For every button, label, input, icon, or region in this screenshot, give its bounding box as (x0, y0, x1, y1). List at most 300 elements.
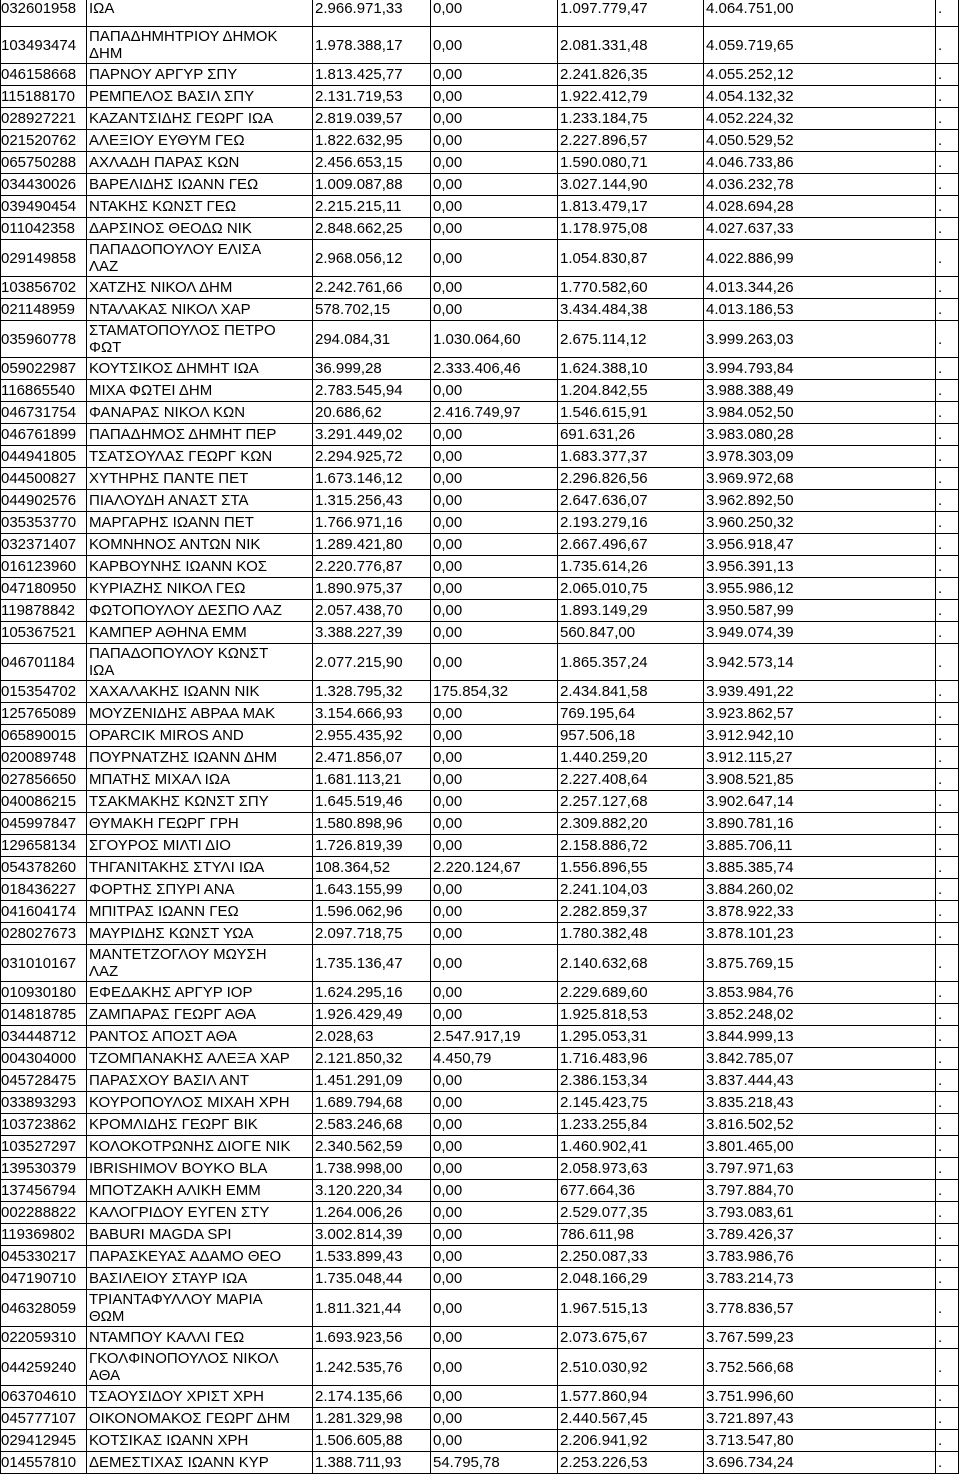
total-cell: 3.789.426,37 (704, 1224, 936, 1246)
table-row (1, 1452, 959, 1474)
total-cell: 3.783.986,76 (704, 1246, 936, 1268)
table-row (1, 130, 959, 152)
value3-cell: 1.925.818,53 (558, 1004, 704, 1026)
value1-cell: 3.120.220,34 (313, 1180, 431, 1202)
afm-cell: 041604174 (1, 901, 87, 923)
total-cell: 3.950.587,99 (704, 600, 936, 622)
afm-cell: 045728475 (1, 1070, 87, 1092)
value1-cell: 2.131.719,53 (313, 86, 431, 108)
name-cell: ΤΣΑΤΣΟΥΛΑΣ ΓΕΩΡΓ ΚΩΝ (87, 446, 313, 468)
name-cell: ΤΣΑΟΥΣΙΔΟΥ ΧΡΙΣΤ ΧΡΗ (87, 1386, 313, 1408)
name-cell: ΡΑΝΤΟΣ ΑΠΟΣΤ ΑΘΑ (87, 1026, 313, 1048)
value3-cell: 2.667.496,67 (558, 534, 704, 556)
value2-cell: 0,00 (431, 1070, 558, 1092)
afm-cell: 054378260 (1, 857, 87, 879)
value2-cell: 0,00 (431, 64, 558, 86)
value1-cell: 2.471.856,07 (313, 747, 431, 769)
dot-cell: . (936, 982, 959, 1004)
value3-cell: 2.386.153,34 (558, 1070, 704, 1092)
value1-cell: 1.673.146,12 (313, 468, 431, 490)
value2-cell: 0,00 (431, 622, 558, 644)
dot-cell: . (936, 299, 959, 321)
name-cell: ΠΑΡΑΣΚΕΥΑΣ ΑΔΑΜΟ ΘΕΟ (87, 1246, 313, 1268)
value2-cell: 0,00 (431, 556, 558, 578)
table-row (1, 380, 959, 402)
name-cell: ΤΖΟΜΠΑΝΑΚΗΣ ΑΛΕΞΑ ΧΑΡ (87, 1048, 313, 1070)
total-cell: 4.027.637,33 (704, 218, 936, 240)
table-row (1, 879, 959, 901)
total-cell: 3.902.647,14 (704, 791, 936, 813)
name-cell: ΚΟΤΣΙΚΑΣ ΙΩΑΝΝ ΧΡΗ (87, 1430, 313, 1452)
afm-cell: 103493474 (1, 27, 87, 64)
value3-cell: 769.195,64 (558, 703, 704, 725)
table-row (1, 1386, 959, 1408)
value1-cell: 2.028,63 (313, 1026, 431, 1048)
value2-cell: 0,00 (431, 108, 558, 130)
value2-cell: 0,00 (431, 512, 558, 534)
dot-cell: . (936, 923, 959, 945)
value2-cell: 0,00 (431, 703, 558, 725)
dot-cell: . (936, 681, 959, 703)
value1-cell: 2.121.850,32 (313, 1048, 431, 1070)
value1-cell: 1.451.291,09 (313, 1070, 431, 1092)
value2-cell: 2.220.124,67 (431, 857, 558, 879)
value1-cell: 1.289.421,80 (313, 534, 431, 556)
afm-cell: 014818785 (1, 1004, 87, 1026)
afm-cell: 031010167 (1, 945, 87, 982)
afm-cell: 129658134 (1, 835, 87, 857)
name-cell: ΜΠΟΤΖΑΚΗ ΑΛΙΚΗ ΕΜΜ (87, 1180, 313, 1202)
name-cell: ΠΑΡΝΟΥ ΑΡΓΥΡ ΣΠΥ (87, 64, 313, 86)
value3-cell: 2.434.841,58 (558, 681, 704, 703)
table-row (1, 835, 959, 857)
value1-cell: 2.968.056,12 (313, 240, 431, 277)
value3-cell: 2.073.675,67 (558, 1327, 704, 1349)
value2-cell: 0,00 (431, 152, 558, 174)
total-cell: 3.912.115,27 (704, 747, 936, 769)
name-cell: ΜΟΥΖΕΝΙΔΗΣ ΑΒΡΑΑ ΜΑΚ (87, 703, 313, 725)
name-cell: ΚΟΜΝΗΝΟΣ ΑΝΤΩΝ ΝΙΚ (87, 534, 313, 556)
afm-cell: 119878842 (1, 600, 87, 622)
total-cell: 3.939.491,22 (704, 681, 936, 703)
name-cell: ΚΟΥΤΣΙΚΟΣ ΔΗΜΗΤ ΙΩΑ (87, 358, 313, 380)
name-line: ΤΡΙΑΝΤΑΦΥΛΛΟΥ ΜΑΡΙΑ (89, 1291, 263, 1308)
value2-cell: 0,00 (431, 174, 558, 196)
value1-cell: 294.084,31 (313, 321, 431, 358)
name-line: ΑΘΑ (89, 1367, 121, 1384)
dot-cell: . (936, 446, 959, 468)
afm-cell: 044500827 (1, 468, 87, 490)
name-cell: ΧΑΧΑΛΑΚΗΣ ΙΩΑΝΝ ΝΙΚ (87, 681, 313, 703)
afm-cell: 040086215 (1, 791, 87, 813)
value3-cell: 2.529.077,35 (558, 1202, 704, 1224)
table-row (1, 1290, 959, 1327)
afm-cell: 046761899 (1, 424, 87, 446)
name-line: ΙΩΑ (89, 662, 115, 679)
total-cell: 4.013.344,26 (704, 277, 936, 299)
table-row (1, 901, 959, 923)
dot-cell: . (936, 1070, 959, 1092)
table-row (1, 1092, 959, 1114)
name-line: ΣΤΑΜΑΤΟΠΟΥΛΟΣ ΠΕΤΡΟ (89, 322, 276, 339)
total-cell: 3.837.444,43 (704, 1070, 936, 1092)
value1-cell: 2.583.246,68 (313, 1114, 431, 1136)
dot-cell: . (936, 703, 959, 725)
dot-cell: . (936, 380, 959, 402)
value2-cell: 0,00 (431, 86, 558, 108)
value1-cell: 2.242.761,66 (313, 277, 431, 299)
total-cell: 3.978.303,09 (704, 446, 936, 468)
afm-cell: 103723862 (1, 1114, 87, 1136)
total-cell: 3.960.250,32 (704, 512, 936, 534)
value1-cell: 1.328.795,32 (313, 681, 431, 703)
name-cell: ΔΕΜΕΣΤΙΧΑΣ ΙΩΑΝΝ ΚΥΡ (87, 1452, 313, 1474)
name-cell: ΤΗΓΑΝΙΤΑΚΗΣ ΣΤΥΛΙ ΙΩΑ (87, 857, 313, 879)
value3-cell: 1.893.149,29 (558, 600, 704, 622)
table-row (1, 468, 959, 490)
value2-cell: 0,00 (431, 1349, 558, 1386)
total-cell: 3.721.897,43 (704, 1408, 936, 1430)
name-line: ΠΑΠΑΔΟΠΟΥΛΟΥ ΕΛΙΣΑ (89, 241, 262, 258)
value3-cell: 2.296.826,56 (558, 468, 704, 490)
value3-cell: 2.675.114,12 (558, 321, 704, 358)
value2-cell: 0,00 (431, 1268, 558, 1290)
value2-cell: 0,00 (431, 644, 558, 681)
value2-cell: 2.416.749,97 (431, 402, 558, 424)
total-cell: 3.875.769,15 (704, 945, 936, 982)
afm-cell: 059022987 (1, 358, 87, 380)
value2-cell: 0,00 (431, 1224, 558, 1246)
name-cell (87, 0, 313, 27)
value1-cell: 2.294.925,72 (313, 446, 431, 468)
table-row (1, 534, 959, 556)
table-body (1, 0, 959, 1474)
total-cell: 4.028.694,28 (704, 196, 936, 218)
name-cell: ΦΩΤΟΠΟΥΛΟΥ ΔΕΣΠΟ ΛΑΖ (87, 600, 313, 622)
value3-cell: 1.813.479,17 (558, 196, 704, 218)
afm-cell: 046328059 (1, 1290, 87, 1327)
value1-cell: 1.693.923,56 (313, 1327, 431, 1349)
value3-cell: 2.241.826,35 (558, 64, 704, 86)
value2-cell: 2.333.406,46 (431, 358, 558, 380)
total-cell: 3.852.248,02 (704, 1004, 936, 1026)
total-cell: 3.752.566,68 (704, 1349, 936, 1386)
value1-cell: 1.978.388,17 (313, 27, 431, 64)
dot-cell: . (936, 196, 959, 218)
value3-cell: 957.506,18 (558, 725, 704, 747)
afm-cell: 033893293 (1, 1092, 87, 1114)
name-cell (87, 240, 313, 277)
value1-cell: 1.738.998,00 (313, 1158, 431, 1180)
afm-cell: 103527297 (1, 1136, 87, 1158)
afm-cell: 115188170 (1, 86, 87, 108)
value3-cell: 2.253.226,53 (558, 1452, 704, 1474)
total-cell: 3.842.785,07 (704, 1048, 936, 1070)
value3-cell: 1.097.779,47 (558, 0, 704, 27)
value3-cell: 2.193.279,16 (558, 512, 704, 534)
total-cell: 3.797.884,70 (704, 1180, 936, 1202)
table-row (1, 578, 959, 600)
value1-cell: 36.999,28 (313, 358, 431, 380)
value3-cell: 2.510.030,92 (558, 1349, 704, 1386)
value3-cell: 1.735.614,26 (558, 556, 704, 578)
name-cell: ΜΠΑΤΗΣ ΜΙΧΑΛ ΙΩΑ (87, 769, 313, 791)
dot-cell: . (936, 321, 959, 358)
name-line: ΠΑΠΑΔΟΠΟΥΛΟΥ ΚΩΝΣΤ (89, 645, 269, 662)
dot-cell: . (936, 901, 959, 923)
name-cell: OPARCIK MIROS AND (87, 725, 313, 747)
value1-cell: 1.388.711,93 (313, 1452, 431, 1474)
name-cell: ΚΟΛΟΚΟΤΡΩΝΗΣ ΔΙΟΓΕ ΝΙΚ (87, 1136, 313, 1158)
value3-cell: 2.048.166,29 (558, 1268, 704, 1290)
value2-cell: 0,00 (431, 791, 558, 813)
value2-cell: 0,00 (431, 769, 558, 791)
value2-cell: 0,00 (431, 380, 558, 402)
dot-cell: . (936, 578, 959, 600)
value3-cell: 2.229.689,60 (558, 982, 704, 1004)
total-cell: 4.036.232,78 (704, 174, 936, 196)
value3-cell: 1.178.975,08 (558, 218, 704, 240)
dot-cell: . (936, 1268, 959, 1290)
total-cell: 3.767.599,23 (704, 1327, 936, 1349)
table-row (1, 1114, 959, 1136)
value1-cell: 3.154.666,93 (313, 703, 431, 725)
value3-cell: 1.577.860,94 (558, 1386, 704, 1408)
name-cell: ΠΟΥΡΝΑΤΖΗΣ ΙΩΑΝΝ ΔΗΜ (87, 747, 313, 769)
value1-cell: 1.681.113,21 (313, 769, 431, 791)
afm-cell: 044941805 (1, 446, 87, 468)
total-cell: 3.956.391,13 (704, 556, 936, 578)
table-row (1, 681, 959, 703)
afm-cell: 028927221 (1, 108, 87, 130)
value2-cell: 0,00 (431, 1202, 558, 1224)
dot-cell: . (936, 1327, 959, 1349)
table-row (1, 402, 959, 424)
name-line: ΠΑΠΑΔΗΜΗΤΡΙΟΥ ΔΗΜΟΚ (89, 28, 278, 45)
dot-cell: . (936, 1408, 959, 1430)
table-row (1, 622, 959, 644)
value3-cell: 2.309.882,20 (558, 813, 704, 835)
total-cell: 3.835.218,43 (704, 1092, 936, 1114)
table-row (1, 1327, 959, 1349)
dot-cell: . (936, 813, 959, 835)
afm-cell: 002288822 (1, 1202, 87, 1224)
table-row (1, 791, 959, 813)
dot-cell: . (936, 86, 959, 108)
value1-cell: 3.002.814,39 (313, 1224, 431, 1246)
total-cell: 3.853.984,76 (704, 982, 936, 1004)
value1-cell: 2.456.653,15 (313, 152, 431, 174)
value3-cell: 786.611,98 (558, 1224, 704, 1246)
value3-cell: 2.058.973,63 (558, 1158, 704, 1180)
value2-cell: 0,00 (431, 982, 558, 1004)
value2-cell: 0,00 (431, 218, 558, 240)
value3-cell: 2.065.010,75 (558, 578, 704, 600)
name-cell: ΝΤΑΜΠΟΥ ΚΑΛΛΙ ΓΕΩ (87, 1327, 313, 1349)
value1-cell: 2.955.435,92 (313, 725, 431, 747)
afm-cell: 028027673 (1, 923, 87, 945)
table-row (1, 152, 959, 174)
dot-cell: . (936, 725, 959, 747)
value3-cell: 1.865.357,24 (558, 644, 704, 681)
name-cell: ΑΧΛΑΔΗ ΠΑΡΑΣ ΚΩΝ (87, 152, 313, 174)
name-cell: ΕΦΕΔΑΚΗΣ ΑΡΓΥΡ ΙΟΡ (87, 982, 313, 1004)
total-cell: 4.054.132,32 (704, 86, 936, 108)
value2-cell: 0,00 (431, 0, 558, 27)
dot-cell: . (936, 468, 959, 490)
dot-cell: . (936, 1048, 959, 1070)
afm-cell: 119369802 (1, 1224, 87, 1246)
dot-cell: . (936, 747, 959, 769)
afm-cell: 047180950 (1, 578, 87, 600)
afm-cell: 032601958 (1, 0, 87, 27)
table-row (1, 857, 959, 879)
dot-cell: . (936, 1430, 959, 1452)
dot-cell: . (936, 1224, 959, 1246)
name-cell: ΜΑΡΓΑΡΗΣ ΙΩΑΝΝ ΠΕΤ (87, 512, 313, 534)
name-line: ΔΗΜ (89, 45, 123, 62)
afm-cell: 020089748 (1, 747, 87, 769)
afm-cell: 046701184 (1, 644, 87, 681)
value3-cell: 1.780.382,48 (558, 923, 704, 945)
value1-cell: 1.506.605,88 (313, 1430, 431, 1452)
name-cell: ΒΑΡΕΛΙΔΗΣ ΙΩΑΝΝ ΓΕΩ (87, 174, 313, 196)
name-line: ΙΩΑ (89, 0, 115, 17)
dot-cell: . (936, 1158, 959, 1180)
value3-cell: 2.440.567,45 (558, 1408, 704, 1430)
name-cell: ΜΑΥΡΙΔΗΣ ΚΩΝΣΤ ΥΩΑ (87, 923, 313, 945)
name-cell: ΜΠΙΤΡΑΣ ΙΩΑΝΝ ΓΕΩ (87, 901, 313, 923)
name-line: ΦΩΤ (89, 339, 122, 356)
dot-cell: . (936, 1452, 959, 1474)
afm-cell: 045330217 (1, 1246, 87, 1268)
name-cell: ΚΟΥΡΟΠΟΥΛΟΣ ΜΙΧΑΗ ΧΡΗ (87, 1092, 313, 1114)
value2-cell: 0,00 (431, 1327, 558, 1349)
value2-cell: 0,00 (431, 1290, 558, 1327)
dot-cell: . (936, 1386, 959, 1408)
dot-cell: . (936, 556, 959, 578)
afm-cell: 027856650 (1, 769, 87, 791)
name-cell: ΦΟΡΤΗΣ ΣΠΥΡΙ ΑΝΑ (87, 879, 313, 901)
dot-cell: . (936, 0, 959, 27)
value2-cell: 0,00 (431, 1408, 558, 1430)
value2-cell: 0,00 (431, 1180, 558, 1202)
dot-cell: . (936, 644, 959, 681)
value3-cell: 691.631,26 (558, 424, 704, 446)
total-cell: 3.797.971,63 (704, 1158, 936, 1180)
dot-cell: . (936, 857, 959, 879)
afm-cell: 034448712 (1, 1026, 87, 1048)
name-line: ΘΩΜ (89, 1308, 125, 1325)
name-cell: ΡΕΜΠΕΛΟΣ ΒΑΣΙΛ ΣΠΥ (87, 86, 313, 108)
name-line: ΜΑΝΤΕΤΖΟΓΛΟΥ ΜΩΥΣΗ (89, 946, 267, 963)
value2-cell: 0,00 (431, 1004, 558, 1026)
value2-cell: 0,00 (431, 196, 558, 218)
dot-cell: . (936, 1092, 959, 1114)
table-row (1, 218, 959, 240)
value1-cell: 2.220.776,87 (313, 556, 431, 578)
value2-cell: 0,00 (431, 240, 558, 277)
value3-cell: 2.158.886,72 (558, 835, 704, 857)
value2-cell: 0,00 (431, 901, 558, 923)
value1-cell: 1.009.087,88 (313, 174, 431, 196)
value2-cell: 0,00 (431, 299, 558, 321)
value3-cell: 1.233.255,84 (558, 1114, 704, 1136)
value1-cell: 2.966.971,33 (313, 0, 431, 27)
total-cell: 3.956.918,47 (704, 534, 936, 556)
value2-cell: 0,00 (431, 578, 558, 600)
value1-cell: 2.097.718,75 (313, 923, 431, 945)
value2-cell: 0,00 (431, 747, 558, 769)
name-cell: ΦΑΝΑΡΑΣ ΝΙΚΟΛ ΚΩΝ (87, 402, 313, 424)
name-cell: ΠΙΑΛΟΥΔΗ ΑΝΑΣΤ ΣΤΑ (87, 490, 313, 512)
dot-cell: . (936, 490, 959, 512)
total-cell: 3.942.573,14 (704, 644, 936, 681)
value3-cell: 1.590.080,71 (558, 152, 704, 174)
value3-cell: 2.081.331,48 (558, 27, 704, 64)
total-cell: 3.955.986,12 (704, 578, 936, 600)
value1-cell: 1.735.048,44 (313, 1268, 431, 1290)
name-cell: ΟΙΚΟΝΟΜΑΚΟΣ ΓΕΩΡΓ ΔΗΜ (87, 1408, 313, 1430)
value2-cell: 175.854,32 (431, 681, 558, 703)
afm-cell: 044902576 (1, 490, 87, 512)
afm-cell: 065890015 (1, 725, 87, 747)
dot-cell: . (936, 152, 959, 174)
value1-cell: 3.388.227,39 (313, 622, 431, 644)
total-cell: 3.949.074,39 (704, 622, 936, 644)
value2-cell: 0,00 (431, 277, 558, 299)
name-cell: ΚΑΖΑΝΤΣΙΔΗΣ ΓΕΩΡΓ ΙΩΑ (87, 108, 313, 130)
table-row (1, 64, 959, 86)
value1-cell: 2.215.215,11 (313, 196, 431, 218)
total-cell: 3.801.465,00 (704, 1136, 936, 1158)
total-cell: 3.912.942,10 (704, 725, 936, 747)
table-row (1, 240, 959, 277)
dot-cell: . (936, 1004, 959, 1026)
name-cell: ΠΑΠΑΔΗΜΟΣ ΔΗΜΗΤ ΠΕΡ (87, 424, 313, 446)
afm-cell: 047190710 (1, 1268, 87, 1290)
name-cell: ΚΑΛΟΓΡΙΔΟΥ ΕΥΓΕΝ ΣΤΥ (87, 1202, 313, 1224)
dot-cell: . (936, 64, 959, 86)
dot-cell: . (936, 1136, 959, 1158)
value2-cell: 0,00 (431, 446, 558, 468)
table-row (1, 174, 959, 196)
value1-cell: 2.057.438,70 (313, 600, 431, 622)
afm-cell: 125765089 (1, 703, 87, 725)
value3-cell: 1.683.377,37 (558, 446, 704, 468)
dot-cell: . (936, 218, 959, 240)
afm-cell: 105367521 (1, 622, 87, 644)
value3-cell: 1.967.515,13 (558, 1290, 704, 1327)
value2-cell: 0,00 (431, 1092, 558, 1114)
table-row (1, 27, 959, 64)
value3-cell: 1.922.412,79 (558, 86, 704, 108)
value1-cell: 1.533.899,43 (313, 1246, 431, 1268)
afm-cell: 010930180 (1, 982, 87, 1004)
value1-cell: 2.848.662,25 (313, 218, 431, 240)
total-cell: 3.884.260,02 (704, 879, 936, 901)
value3-cell: 2.257.127,68 (558, 791, 704, 813)
total-cell: 3.713.547,80 (704, 1430, 936, 1452)
afm-cell: 029412945 (1, 1430, 87, 1452)
table-row (1, 196, 959, 218)
total-cell: 3.890.781,16 (704, 813, 936, 835)
total-cell: 3.923.862,57 (704, 703, 936, 725)
value3-cell: 2.250.087,33 (558, 1246, 704, 1268)
value1-cell: 1.890.975,37 (313, 578, 431, 600)
dot-cell: . (936, 534, 959, 556)
table-row (1, 358, 959, 380)
